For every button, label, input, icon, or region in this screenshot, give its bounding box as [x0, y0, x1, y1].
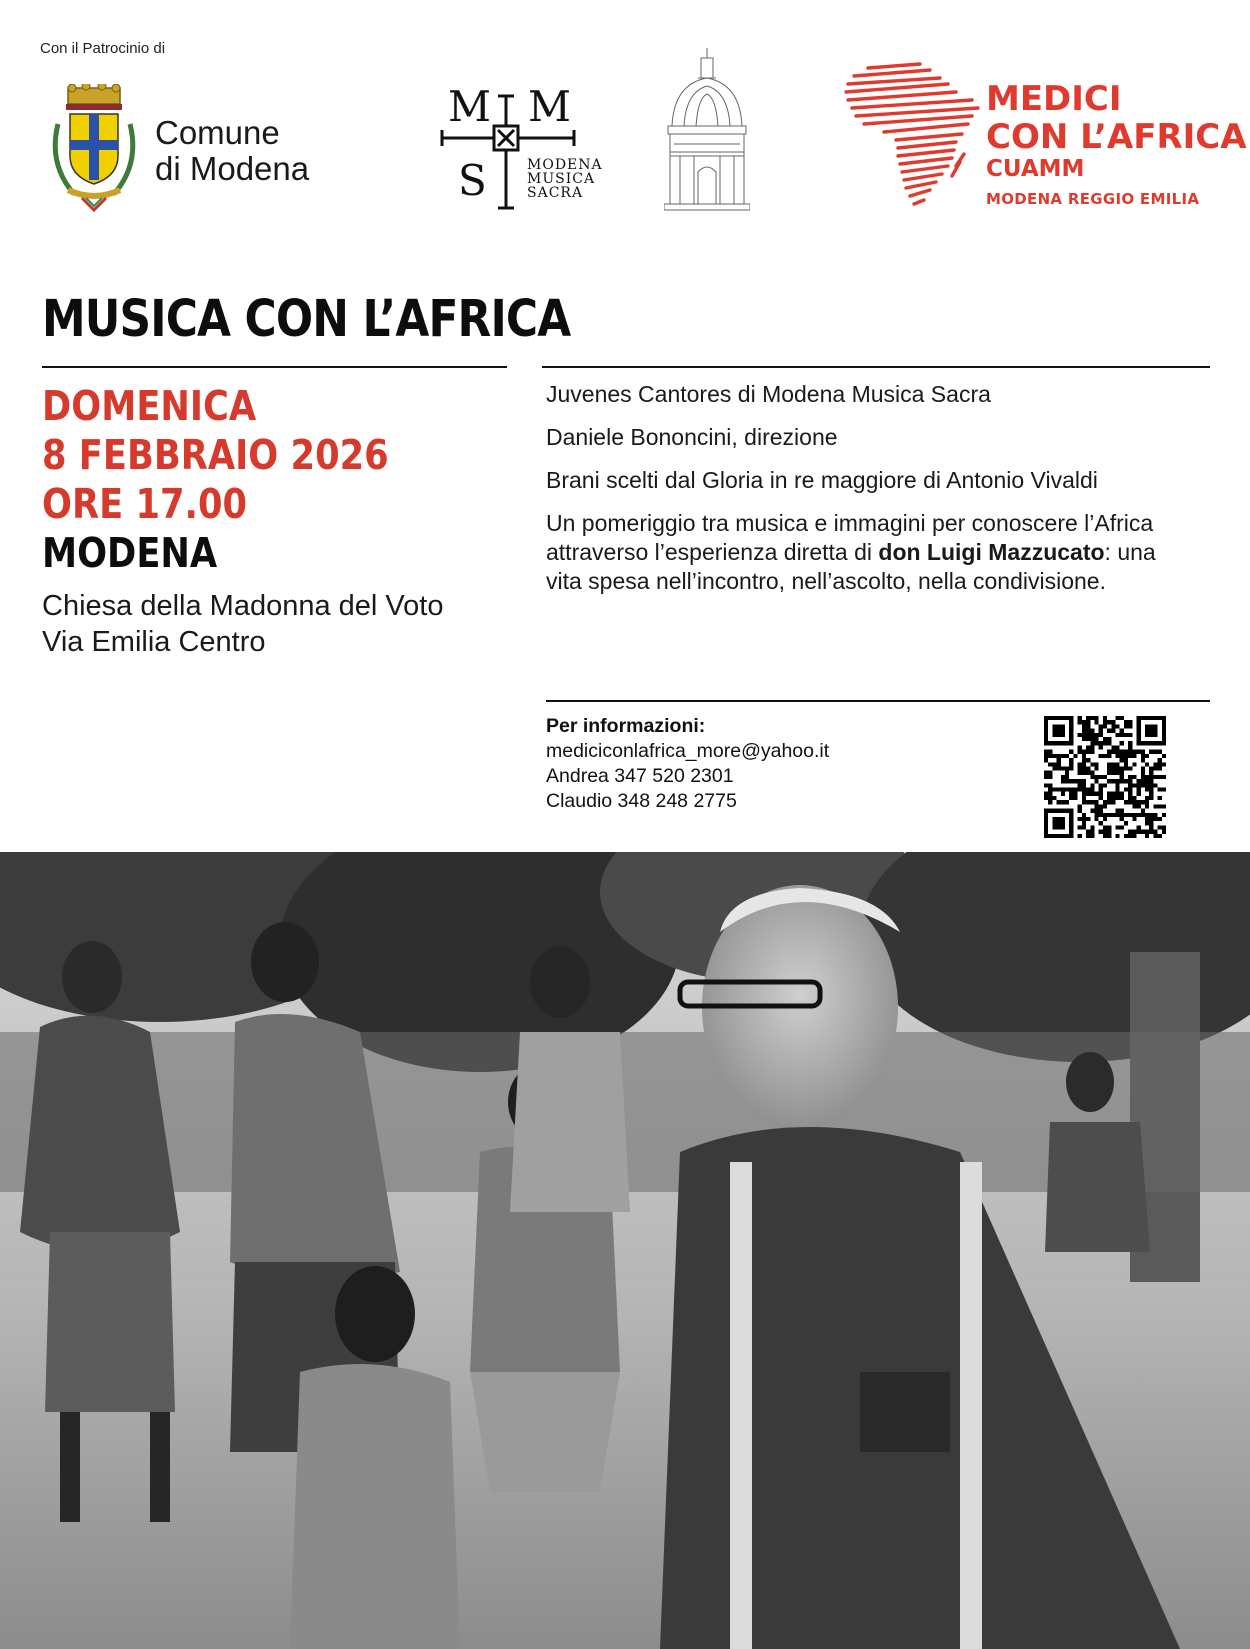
comune-di-modena-name [155, 115, 309, 187]
event-date-block [42, 382, 389, 578]
event-time: ORE 17.00 [42, 480, 248, 528]
program-desc-after: : una vita spesa nell’incontro, nell’ascolto, nella condivisione. [546, 539, 1156, 594]
info-label: Per informazioni: [546, 715, 706, 737]
cuamm-label: CUAMM [986, 156, 1085, 182]
program-director: Daniele Bononcini, direzione [546, 424, 838, 450]
mms-letter-m2: M [528, 82, 572, 131]
event-day: DOMENICA [42, 382, 257, 430]
medici-con-lafrica-title [986, 80, 1247, 156]
program-column [546, 380, 1186, 610]
contact-info [546, 714, 829, 814]
comune-line2: di Modena [155, 150, 310, 187]
program-description [546, 509, 1186, 596]
medici-city-label: MODENA REGGIO EMILIA [986, 190, 1200, 208]
event-venue-block [42, 588, 443, 660]
mms-letter-m1: M [448, 82, 492, 131]
medici-line1: MEDICI [986, 79, 1122, 119]
church-dome-drawing [664, 48, 750, 218]
info-email[interactable]: mediciconlafrica_more@yahoo.it [546, 740, 830, 762]
event-photo-don-luigi-with-villagers [0, 852, 1250, 1649]
comune-di-modena-crest-logo [44, 84, 144, 214]
mms-sub-line3: SACRA [527, 185, 584, 201]
program-desc-before: Un pomeriggio tra musica e immagini per conoscere l’Africa attraverso l’esperienza diretta di [546, 510, 1154, 565]
qr-code[interactable] [1044, 716, 1166, 838]
divider-info [546, 700, 1210, 702]
mms-letter-s: S [458, 156, 487, 205]
comune-line1: Comune [155, 114, 280, 151]
program-choir: Juvenes Cantores di Modena Musica Sacra [546, 381, 991, 407]
mms-sub-line1: MODENA [527, 157, 603, 173]
info-contact-claudio: Claudio 348 248 2775 [546, 790, 737, 812]
mms-sub-line2: MUSICA [527, 171, 596, 187]
event-venue: Chiesa della Madonna del Voto [42, 590, 444, 622]
program-pieces: Brani scelti dal Gloria in re maggiore di Antonio Vivaldi [546, 467, 1098, 493]
mms-subtitle [527, 158, 603, 200]
event-date: 8 FEBBRAIO 2026 [42, 431, 389, 479]
event-title: MUSICA CON L’AFRICA [42, 290, 571, 349]
event-address: Via Emilia Centro [42, 626, 266, 658]
event-city: MODENA [42, 529, 218, 577]
medici-con-lafrica-map-logo [844, 62, 982, 212]
divider-left [42, 366, 507, 368]
modena-musica-sacra-logo [440, 82, 620, 212]
medici-line2: CON L’AFRICA [986, 117, 1247, 157]
info-contact-andrea: Andrea 347 520 2301 [546, 765, 734, 787]
program-desc-bold: don Luigi Mazzucato [878, 539, 1105, 565]
patronage-label: Con il Patrocinio di [40, 40, 166, 57]
divider-right [542, 366, 1210, 368]
